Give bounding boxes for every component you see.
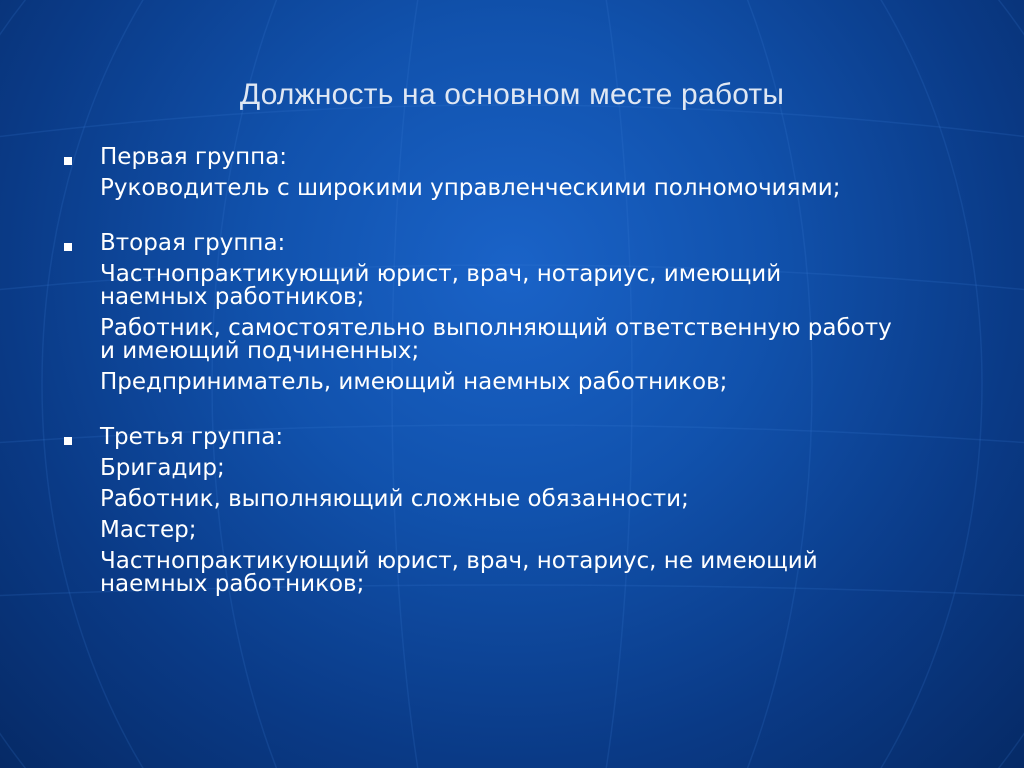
list-item: Руководитель с широкими управленческими полномочиями; <box>100 175 841 201</box>
square-bullet-icon <box>64 437 72 445</box>
square-bullet-icon <box>64 243 72 251</box>
list-item: Предприниматель, имеющий наемных работников; <box>100 369 728 395</box>
list-group-first <box>62 146 992 200</box>
list-group-third <box>62 426 992 596</box>
square-bullet-icon <box>64 157 72 165</box>
bullet-list <box>62 146 992 628</box>
group-heading: Первая группа: <box>100 144 288 170</box>
group-heading: Третья группа: <box>100 424 284 450</box>
list-item: Работник, выполняющий сложные обязанности; <box>100 486 689 512</box>
list-item: Частнопрактикующий юрист, врач, нотариус, не имеющий наемных работников; <box>100 548 818 597</box>
list-item: Частнопрактикующий юрист, врач, нотариус, имеющий наемных работников; <box>100 261 782 310</box>
list-item: Мастер; <box>100 517 197 543</box>
list-item: Бригадир; <box>100 455 225 481</box>
list-group-second <box>62 232 992 394</box>
slide-title: Должность на основном месте работы <box>239 78 785 111</box>
list-item: Работник, самостоятельно выполняющий ответственную работу и имеющий подчиненных; <box>100 315 892 364</box>
group-heading: Вторая группа: <box>100 230 286 256</box>
